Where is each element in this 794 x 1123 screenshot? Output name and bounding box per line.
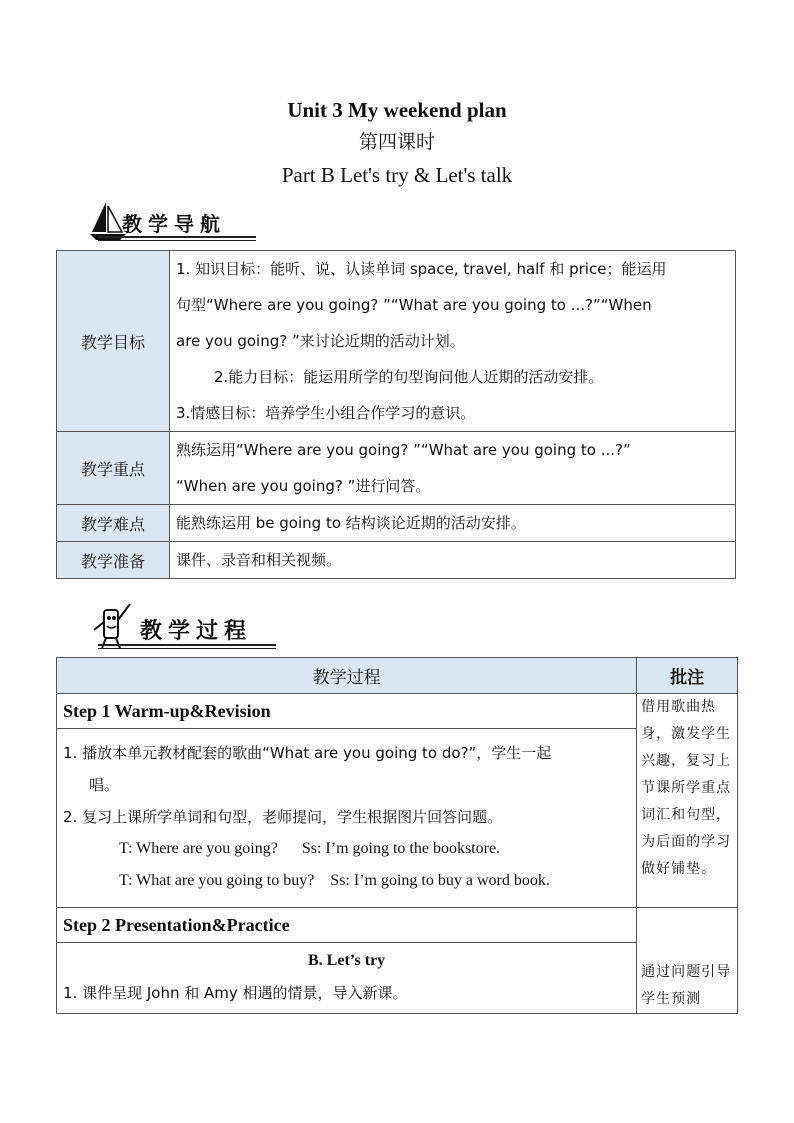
row-value bbox=[170, 432, 736, 505]
goal-line: 句型“Where are you going? ”“What are you going to ...?”“When bbox=[176, 296, 652, 314]
step2-title: Step 2 Presentation&Practice bbox=[57, 908, 637, 943]
dialog-line: T: What are you going to buy? Ss: I’m going to buy a word book. bbox=[119, 872, 550, 889]
key-line: “When are you going? ”进行问答。 bbox=[176, 477, 431, 495]
subsection-heading: B. Let’s try bbox=[308, 952, 386, 969]
page-title: Unit 3 My weekend plan bbox=[287, 98, 507, 122]
list-item-continued: 唱。 bbox=[89, 776, 120, 794]
goal-line: 3.情感目标：培养学生小组合作学习的意识。 bbox=[176, 404, 476, 422]
teaching-process-table bbox=[56, 657, 738, 1014]
goal-line: 1. 知识目标：能听、说、认读单词 space, travel, half 和 price；能运用 bbox=[176, 260, 667, 278]
table-header-row bbox=[57, 658, 738, 694]
goal-line: 2.能力目标：能运用所学的句型询问他人近期的活动安排。 bbox=[214, 368, 604, 386]
row-label: 教学目标 bbox=[57, 251, 170, 432]
row-value: 能熟练运用 be going to 结构谈论近期的活动安排。 bbox=[170, 505, 736, 542]
step1-note: 借用歌曲热身，激发学生兴趣，复习上节课所学重点词汇和句型，为后面的学习做好铺垫。 bbox=[637, 694, 738, 908]
teaching-navigation-table bbox=[56, 250, 736, 579]
step2-note: 通过问题引导学生预测 bbox=[637, 908, 738, 1014]
row-label: 教学难点 bbox=[57, 505, 170, 542]
lesson-subtitle: 第四课时 bbox=[358, 131, 435, 153]
process-section-heading bbox=[88, 600, 278, 648]
pencil-figure-icon bbox=[90, 600, 134, 650]
table-row bbox=[57, 251, 736, 432]
step2-body bbox=[57, 943, 637, 1014]
heading-rule-thin bbox=[98, 648, 276, 649]
list-item: 1. 课件呈现 John 和 Amy 相遇的情景，导入新课。 bbox=[63, 984, 408, 1002]
part-title: Part B Let's try & Let's talk bbox=[281, 163, 513, 187]
table-row bbox=[57, 943, 738, 1014]
list-item: 2. 复习上课所学单词和句型，老师提问，学生根据图片回答问题。 bbox=[63, 808, 503, 826]
column-header-process: 教学过程 bbox=[57, 658, 637, 694]
row-label: 教学准备 bbox=[57, 542, 170, 579]
heading-rule-thin bbox=[98, 240, 256, 241]
nav-section-heading bbox=[88, 196, 258, 244]
title-block bbox=[0, 96, 794, 190]
nav-section-label: 教学导航 bbox=[122, 212, 226, 236]
table-row bbox=[57, 542, 736, 579]
table-row bbox=[57, 908, 738, 943]
row-value bbox=[170, 251, 736, 432]
dialog-line: T: Where are you going? Ss: I’m going to the bookstore. bbox=[119, 840, 501, 857]
heading-rule bbox=[98, 236, 256, 238]
table-row bbox=[57, 694, 738, 729]
key-line: 熟练运用“Where are you going? ”“What are you going to ...?” bbox=[176, 441, 631, 459]
step1-body bbox=[57, 729, 637, 908]
row-label: 教学重点 bbox=[57, 432, 170, 505]
list-item: 1. 播放本单元教材配套的歌曲“What are you going to do?”，学生一起 bbox=[63, 744, 552, 762]
table-row bbox=[57, 505, 736, 542]
step1-title: Step 1 Warm-up&Revision bbox=[57, 694, 637, 729]
table-row bbox=[57, 432, 736, 505]
column-header-notes: 批注 bbox=[637, 658, 738, 694]
table-row bbox=[57, 729, 738, 908]
goal-line: are you going? ”来讨论近期的活动计划。 bbox=[176, 332, 465, 350]
process-section-label: 教学过程 bbox=[140, 619, 253, 644]
heading-rule bbox=[98, 644, 276, 646]
row-value: 课件、录音和相关视频。 bbox=[170, 542, 736, 579]
